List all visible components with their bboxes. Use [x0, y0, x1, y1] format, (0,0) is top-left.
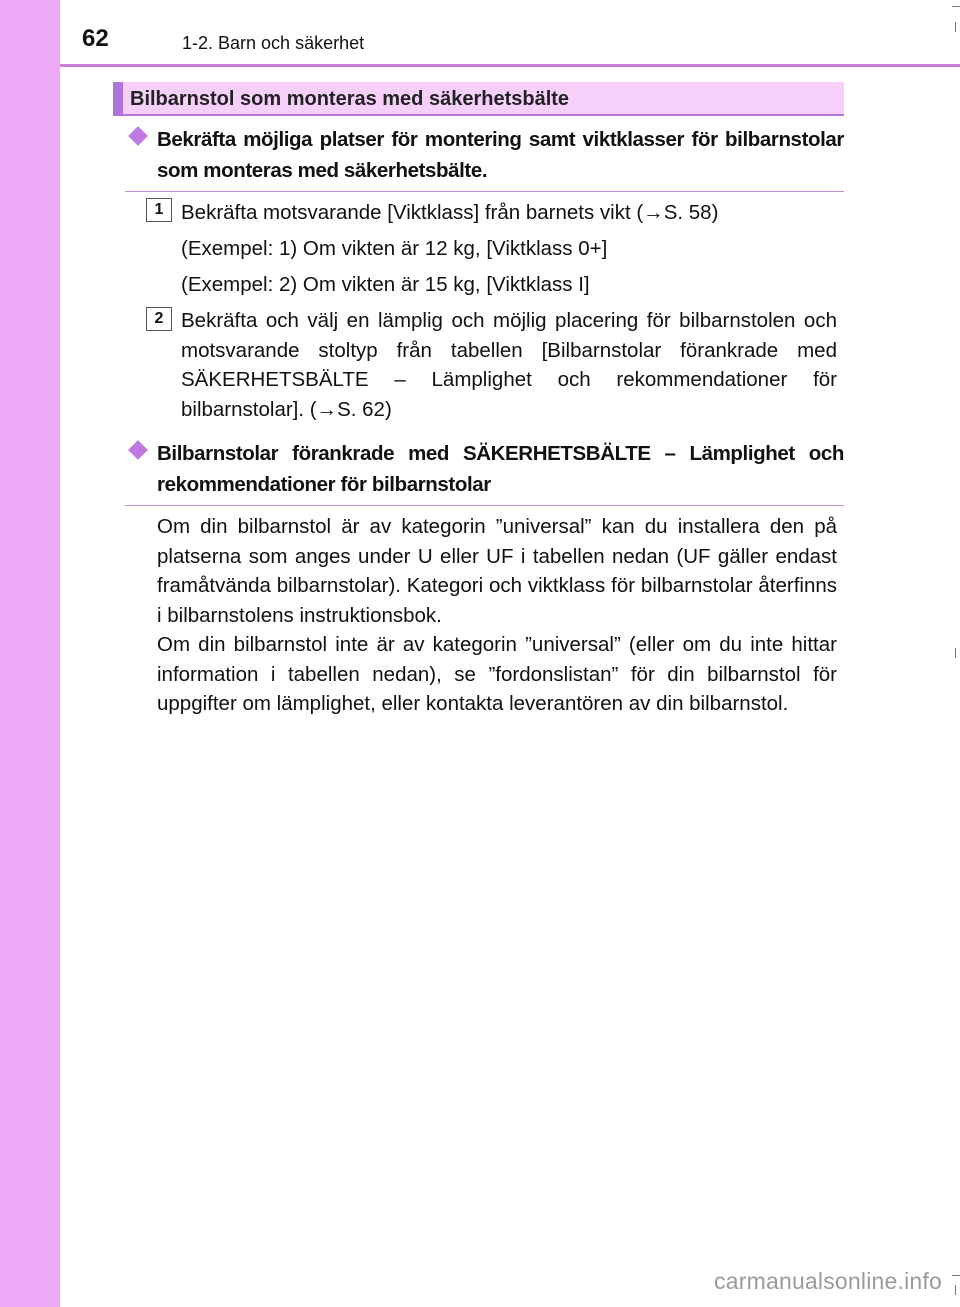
section-banner-underline: [113, 114, 844, 116]
page-number: 62: [82, 25, 109, 52]
crop-mark: [952, 6, 960, 7]
crop-mark: [955, 1285, 956, 1295]
crop-mark: [955, 22, 956, 32]
crop-mark: [952, 1275, 960, 1276]
step-number-1: 1: [146, 198, 172, 222]
section-banner-accent: [113, 82, 123, 116]
section-title: Bilbarnstol som monteras med säkerhetsbälte: [130, 88, 570, 110]
diamond-bullet-icon: [128, 126, 148, 146]
body-paragraphs: [157, 512, 837, 719]
paragraph-non-universal: Om din bilbarnstol inte är av kategorin ”universal” (eller om du inte hittar information i tabellen nedan), se ”fordonslistan” för din bilbarnstol för uppgifter om lämplighet, eller kontakta leverantören av din bilbarnstol.: [157, 633, 837, 715]
paragraph-universal: Om din bilbarnstol är av kategorin ”universal” kan du installera den på platserna som anges under U eller UF i tabellen nedan (UF gäller endast framåtvända bilbarnstolar). Kategori och viktklass för bilbarnstolar återfinns i bilbarnstolens instruktionsbok.: [157, 515, 837, 627]
step-1-line-1: Bekräfta motsvarande [Viktklass] från barnets vikt (→S. 58): [181, 201, 719, 224]
step-2-text: Bekräfta och välj en lämplig och möjlig placering för bilbarnstolen och motsvarande stoltyp från tabellen [Bilbarnstolar förankrade med SÄKERHETSBÄLTE – Lämplighet och rekommendationer för bilbarnstolar]. (→S. 62): [181, 309, 837, 421]
watermark: carmanualsonline.info: [714, 1268, 942, 1294]
subsection-heading-1: [125, 124, 844, 192]
step-1-example-2: (Exempel: 2) Om vikten är 15 kg, [Viktklass I]: [181, 273, 590, 296]
page-sidebar: [0, 0, 60, 1307]
header-rule: [60, 64, 960, 67]
subsection-heading-2: [125, 438, 844, 506]
step-number-2: 2: [146, 307, 172, 331]
chapter-title: 1-2. Barn och säkerhet: [182, 33, 365, 53]
section-banner: [113, 82, 844, 116]
subsection-heading-text: Bilbarnstolar förankrade med SÄKERHETSBÄLTE – Lämplighet och rekommendationer för bilbarnstolar: [157, 442, 844, 496]
crop-mark: [955, 648, 956, 658]
diamond-bullet-icon: [128, 440, 148, 460]
step-1-example-1: (Exempel: 1) Om vikten är 12 kg, [Viktklass 0+]: [181, 237, 608, 260]
subsection-heading-text: Bekräfta möjliga platser för montering samt viktklasser för bilbarnstolar som monteras med säkerhetsbälte.: [157, 128, 844, 182]
